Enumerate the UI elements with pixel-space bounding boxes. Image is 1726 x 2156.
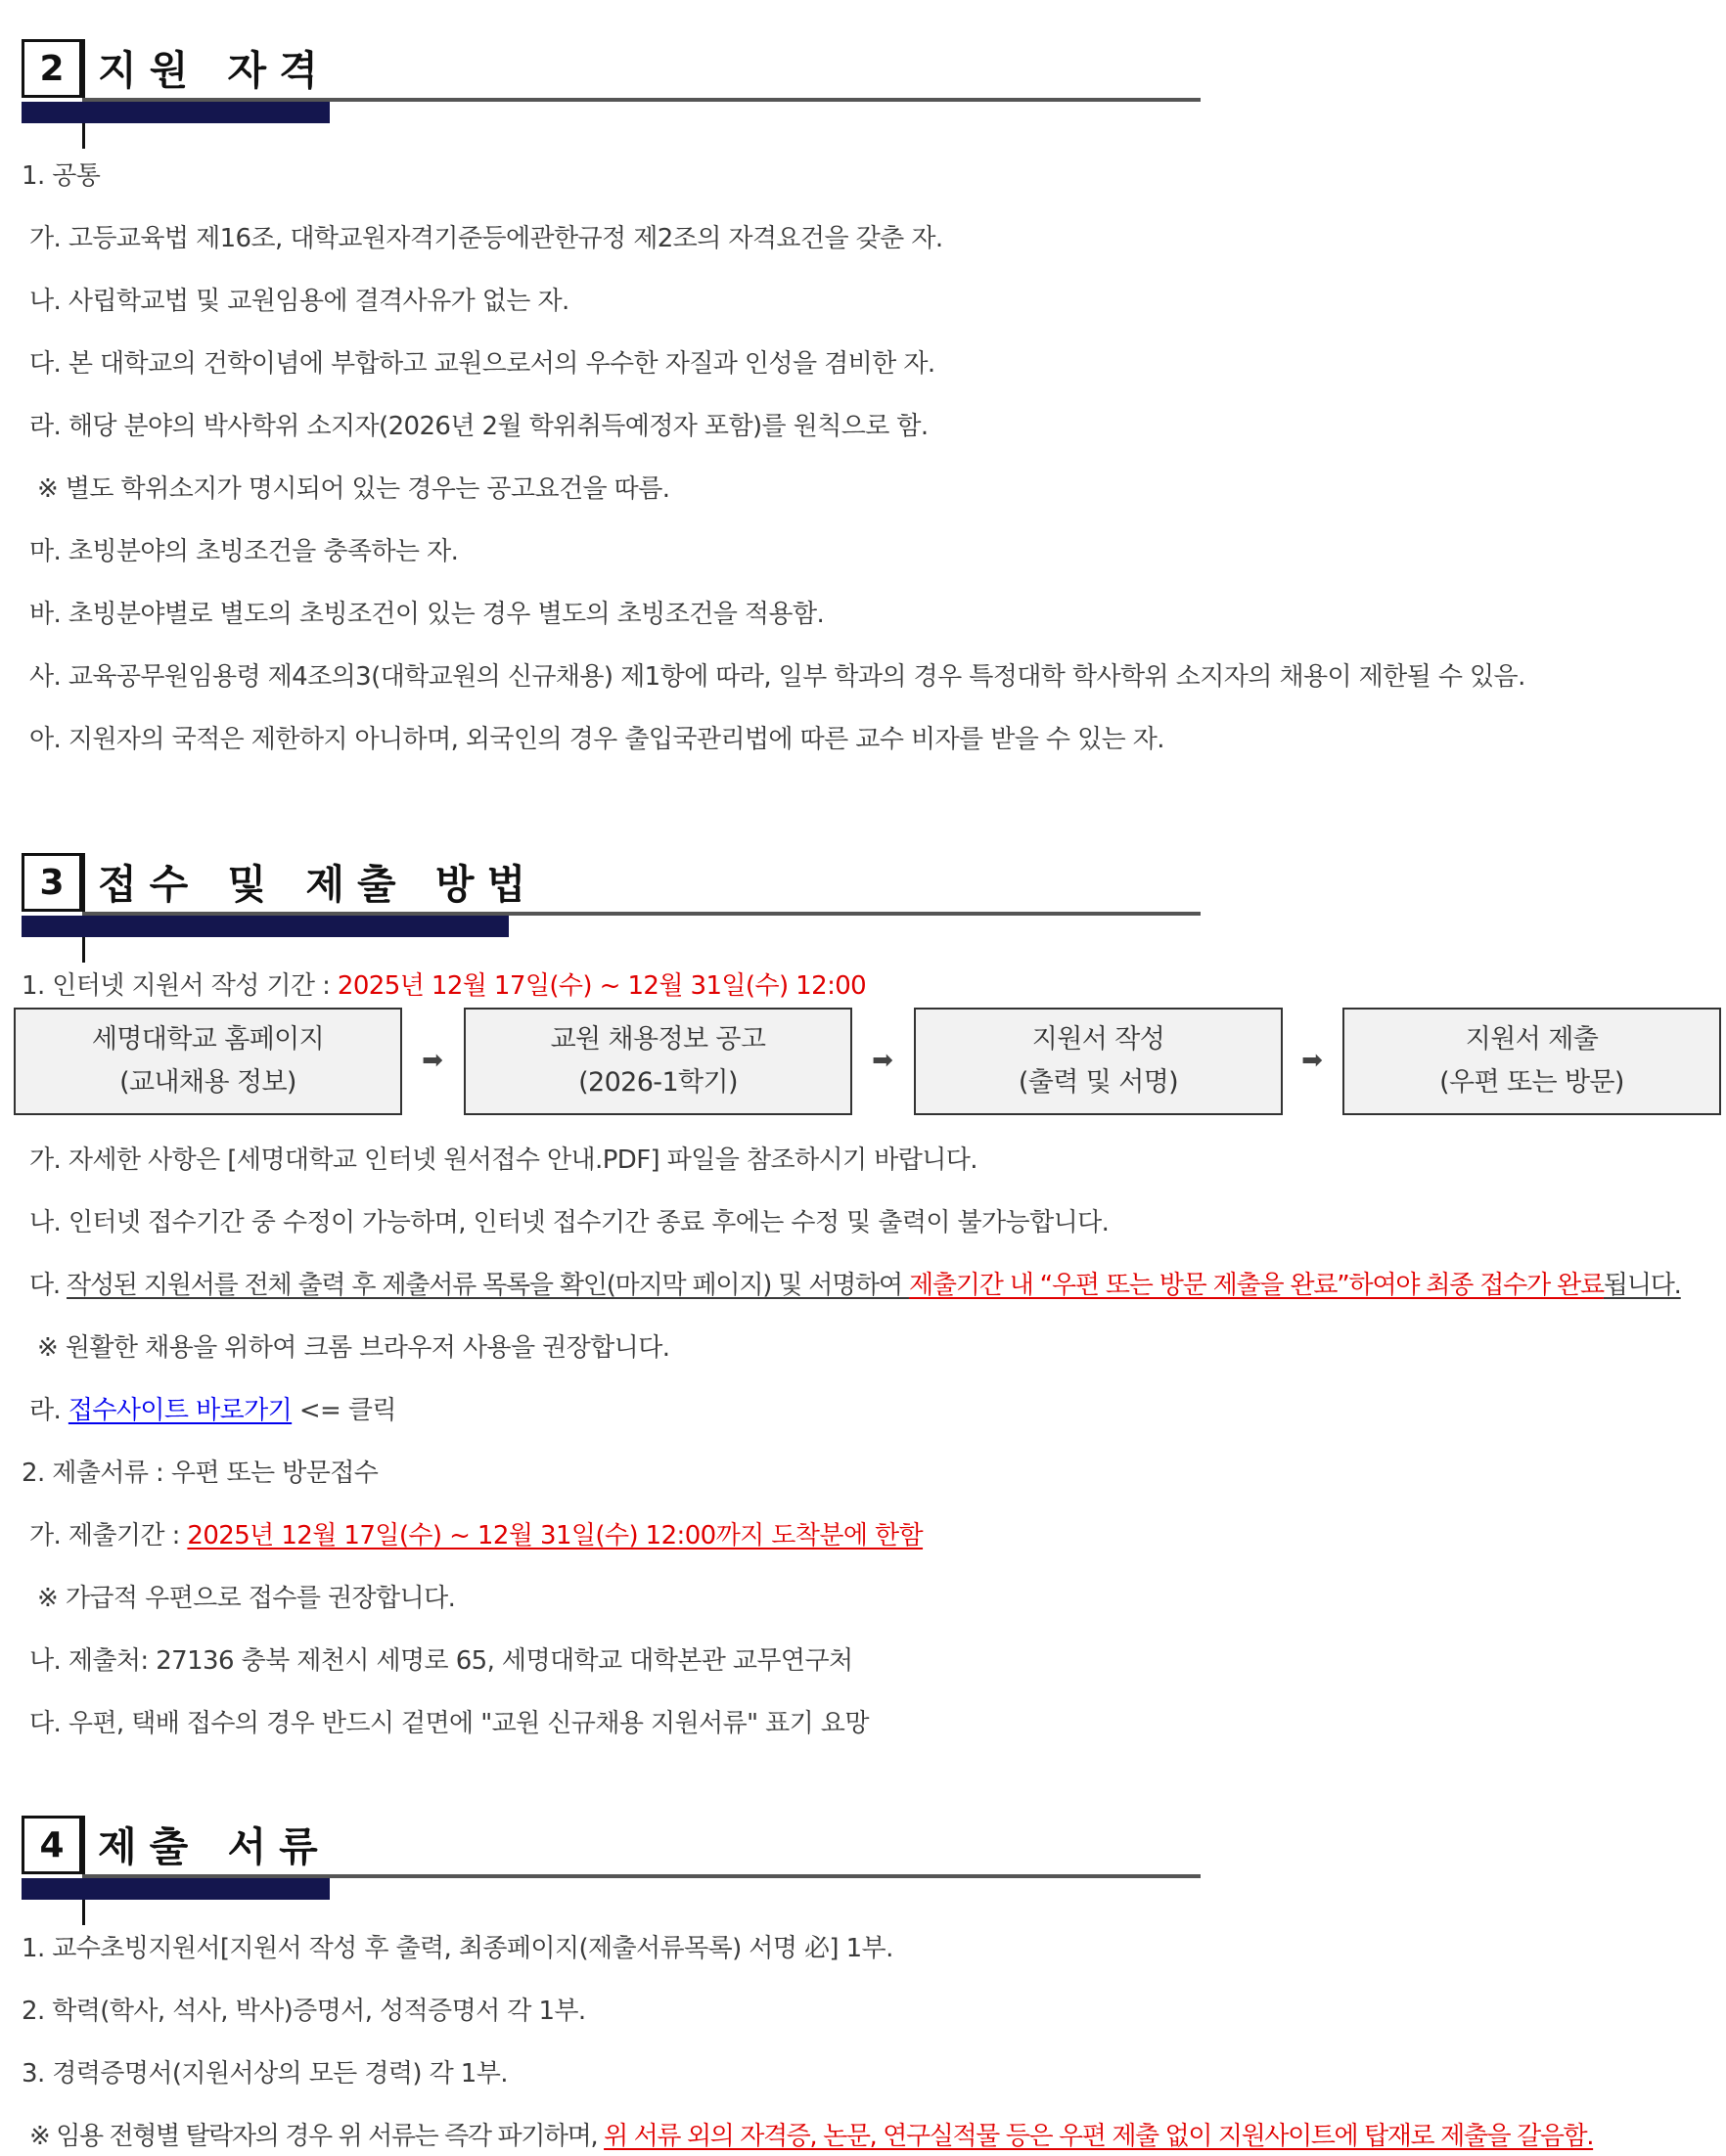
list-item: 다. 본 대학교의 건학이념에 부합하고 교원으로서의 우수한 자질과 인성을 겸비한 자. [29, 349, 935, 379]
section-title: 지원 자격 [98, 47, 331, 94]
list-item: 가. 고등교육법 제16조, 대학교원자격기준등에관한규정 제2조의 자격요건을 갖춘 자. [29, 224, 943, 253]
list-item: 3. 경력증명서(지원서상의 모든 경력) 각 1부. [22, 2059, 508, 2089]
application-period [22, 968, 866, 1004]
underlined-text: 작성된 지원서를 전체 출력 후 제출서류 목록을 확인(마지막 페이지) 및 서명하여 [67, 1271, 909, 1300]
list-item: 다. 우편, 택배 접수의 경우 반드시 겉면에 "교원 신규채용 지원서류" 표기 요망 [29, 1709, 869, 1738]
list-item: 2. 학력(학사, 석사, 박사)증명서, 성적증명서 각 1부. [22, 1997, 586, 2026]
item-suffix: <= 클릭 [292, 1396, 396, 1425]
note: ※ 별도 학위소지가 명시되어 있는 경우는 공고요건을 따름. [37, 474, 670, 504]
list-item: 사. 교육공무원임용령 제4조의3(대학교원의 신규채용) 제1항에 따라, 일부 학과의 경우 특정대학 학사학위 소지자의 채용이 제한될 수 있음. [29, 662, 1525, 692]
section-2-header [22, 39, 1201, 149]
list-item [29, 1268, 1681, 1303]
section-number: 4 [22, 1816, 82, 1874]
flow-step-submit [1342, 1008, 1721, 1115]
item-prefix: 다. [29, 1271, 68, 1300]
list-item: 2. 제출서류 : 우편 또는 방문접수 [22, 1459, 379, 1488]
list-item: 1. 교수초빙지원서[지원서 작성 후 출력, 최종페이지(제출서류목록) 서명 必] 1부. [22, 1934, 893, 1963]
flow-step-subtitle: (출력 및 서명) [1018, 1067, 1179, 1098]
application-site-link[interactable]: 접수사이트 바로가기 [68, 1396, 293, 1425]
header-accent-bar [22, 916, 509, 937]
flow-step-subtitle: (교내채용 정보) [119, 1067, 296, 1098]
emphasis-text: 2025년 12월 17일(수) ~ 12월 31일(수) 12:00까지 도착분에 한함 [187, 1521, 924, 1550]
list-item: 아. 지원자의 국적은 제한하지 아니하며, 외국인의 경우 출입국관리법에 따른 교수 비자를 받을 수 있는 자. [29, 725, 1164, 754]
list-item: 나. 인터넷 접수기간 중 수정이 가능하며, 인터넷 접수기간 종료 후에는 수정 및 출력이 불가능합니다. [29, 1208, 1110, 1237]
section-4-header [22, 1816, 1201, 1925]
flow-step-homepage [14, 1008, 402, 1115]
section-3-header [22, 853, 1201, 963]
list-item: 마. 초빙분야의 초빙조건을 충족하는 자. [29, 537, 459, 566]
header-divider [82, 1816, 85, 1925]
flow-step-title: 지원서 작성 [1031, 1024, 1165, 1055]
section-title: 제출 서류 [98, 1823, 331, 1870]
flow-step-title: 세명대학교 홈페이지 [91, 1024, 325, 1055]
note: ※ 가급적 우편으로 접수를 권장합니다. [37, 1584, 456, 1613]
item-prefix: 라. [29, 1396, 68, 1425]
header-divider [82, 853, 85, 963]
item-suffix: 됩니다. [1603, 1271, 1681, 1300]
period-label: 1. 인터넷 지원서 작성 기간 : [22, 971, 338, 1001]
list-item: 나. 제출처: 27136 충북 제천시 세명로 65, 세명대학교 대학본관 교무연구처 [29, 1646, 853, 1676]
note [29, 2119, 1593, 2154]
flow-step-title: 교원 채용정보 공고 [550, 1024, 766, 1055]
arrow-right-icon: ➡ [1301, 1046, 1323, 1075]
header-accent-bar [22, 102, 330, 123]
emphasis-text: 제출기간 내 “우편 또는 방문 제출을 완료”하여야 최종 접수가 완료 [908, 1271, 1604, 1300]
list-item: 가. 자세한 사항은 [세명대학교 인터넷 원서접수 안내.PDF] 파일을 참조하시기 바랍니다. [29, 1145, 977, 1175]
flow-step-subtitle: (2026-1학기) [578, 1067, 738, 1098]
section-title: 접수 및 제출 방법 [98, 861, 539, 908]
arrow-right-icon: ➡ [872, 1046, 893, 1075]
flow-step-write [914, 1008, 1283, 1115]
arrow-right-icon: ➡ [422, 1046, 443, 1075]
note-prefix: ※ 임용 전형별 탈락자의 경우 위 서류는 즉각 파기하며, [29, 2122, 605, 2151]
note: ※ 원활한 채용을 위하여 크롬 브라우저 사용을 권장합니다. [37, 1333, 670, 1363]
flow-step-subtitle: (우편 또는 방문) [1439, 1067, 1624, 1098]
emphasis-text: 위 서류 외의 자격증, 논문, 연구실적물 등은 우편 제출 없이 지원사이트에 탑재로 제출을 갈음함. [604, 2122, 1594, 2151]
period-value: 2025년 12월 17일(수) ~ 12월 31일(수) 12:00 [337, 971, 867, 1001]
item-prefix: 가. 제출기간 : [29, 1521, 188, 1550]
section-number: 2 [22, 39, 82, 98]
list-item [29, 1518, 923, 1553]
flow-step-title: 지원서 제출 [1465, 1024, 1599, 1055]
list-item: 나. 사립학교법 및 교원임용에 결격사유가 없는 자. [29, 287, 569, 316]
header-accent-bar [22, 1878, 330, 1900]
list-item: 1. 공통 [22, 161, 101, 191]
list-item: 바. 초빙분야별로 별도의 초빙조건이 있는 경우 별도의 초빙조건을 적용함. [29, 600, 825, 629]
section-number: 3 [22, 853, 82, 912]
flow-step-notice [464, 1008, 852, 1115]
list-item [29, 1393, 396, 1428]
list-item: 라. 해당 분야의 박사학위 소지자(2026년 2월 학위취득예정자 포함)를 원칙으로 함. [29, 412, 929, 441]
header-divider [82, 39, 85, 149]
